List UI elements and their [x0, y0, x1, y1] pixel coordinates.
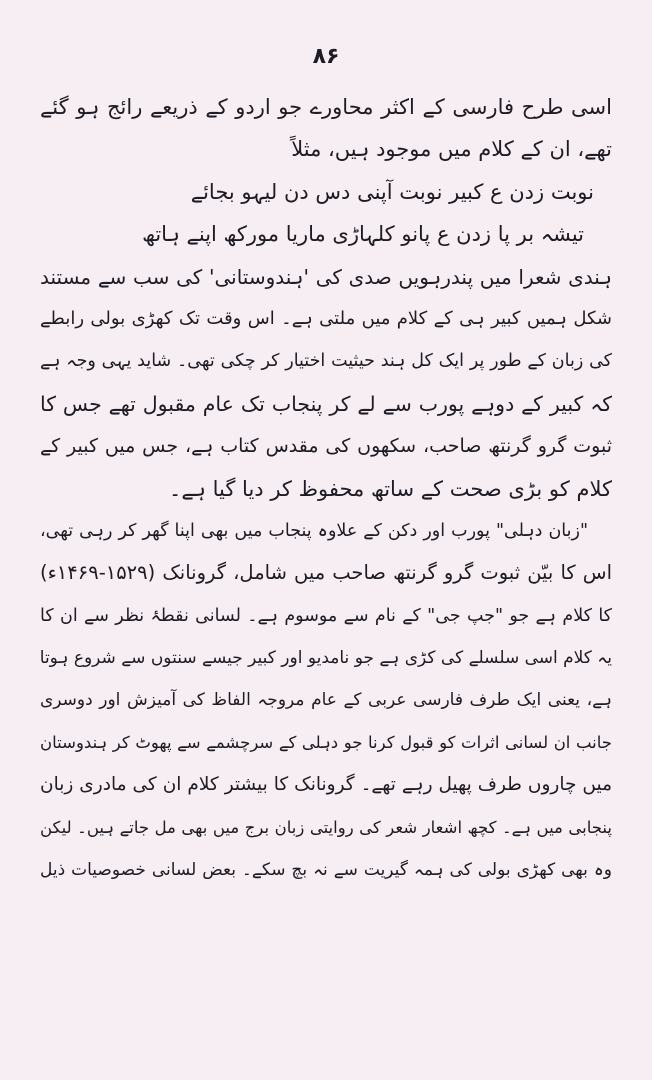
verse-line: نوبت زدن ع کبیر نوبت آپنی دس دن لیہو بجائے: [190, 179, 594, 204]
text-line: ہے، یعنی ایک طرف فارسی عربی کے عام مروجہ الفاظ کی آمیزش اور دوسری: [40, 690, 612, 711]
text-line: میں چاروں طرف پھیل رہے تھے۔ گرونانک کا بیشتر کلام ان کی مادری زبان: [40, 774, 612, 796]
text-line: تھے، ان کے کلام میں موجود ہیں، مثلاً: [291, 137, 612, 162]
text-line: کہ کبیر کے دوہے پورب سے لے کر پنجاب تک عام مقبول تھے جس کا: [40, 391, 612, 416]
text-line: پنجابی میں ہے۔ کچھ اشعار شعر کی روایتی زبان برج میں بھی مل جاتے ہیں۔ لیکن: [40, 817, 612, 837]
text-line: اس کا بیّن ثبوت گرو گرنتھ صاحب میں شامل، گرونانک (۱۵۲۹-۱۴۶۹ء): [40, 561, 612, 585]
text-line: کی زبان کے طور پر ایک کل ہند حیثیت اختیار کر چکی تھی۔ شاید یہی وجہ ہے: [40, 351, 612, 372]
text-line: "زبان دہلی" پورب اور دکن کے علاوہ پنجاب میں بھی اپنا گھر کر رہی تھی،: [40, 520, 588, 541]
text-line: ثبوت گرو گرنتھ صاحب، سکھوں کی مقدس کتاب ہے، جس میں کبیر کے: [40, 435, 612, 458]
text-line: ہندی شعرا میں پندرہویں صدی کی 'ہندوستانی' کی سب سے مستند: [40, 264, 612, 289]
text-line: اسی طرح فارسی کے اکثر محاورے جو اردو کے ذریعے رائج ہو گئے: [40, 95, 612, 119]
text-line: کا کلام ہے جو "جپ جی" کے نام سے موسوم ہے۔ لسانی نقطۂ نظر سے ان کا: [40, 605, 612, 626]
body-text: [40, 86, 612, 891]
text-line: یہ کلام اسی سلسلے کی کڑی ہے جو نامدیو اور کبیر جیسے سنتوں سے شروع ہوتا: [40, 648, 612, 669]
text-line: وہ بھی کھڑی بولی کی ہمہ گیریت سے نہ بچ سکے۔ بعض لسانی خصوصیات ذیل: [40, 860, 612, 881]
text-line: جانب ان لسانی اثرات کو قبول کرنا جو دہلی کے سرچشمے سے پھوٹ کر ہندوستان: [40, 732, 612, 752]
verse-line: تیشہ بر پا زدن ع پانو کلہاڑی ماریا مورکھ اپنے ہاتھ: [142, 222, 584, 247]
text-line: شکل ہمیں کبیر ہی کے کلام میں ملتی ہے۔ اس وقت تک کھڑی بولی رابطے: [40, 307, 612, 329]
text-line: کلام کو بڑی صحت کے ساتھ محفوظ کر دیا گیا ہے۔: [169, 476, 612, 501]
page-number: ۸۶: [312, 44, 340, 69]
